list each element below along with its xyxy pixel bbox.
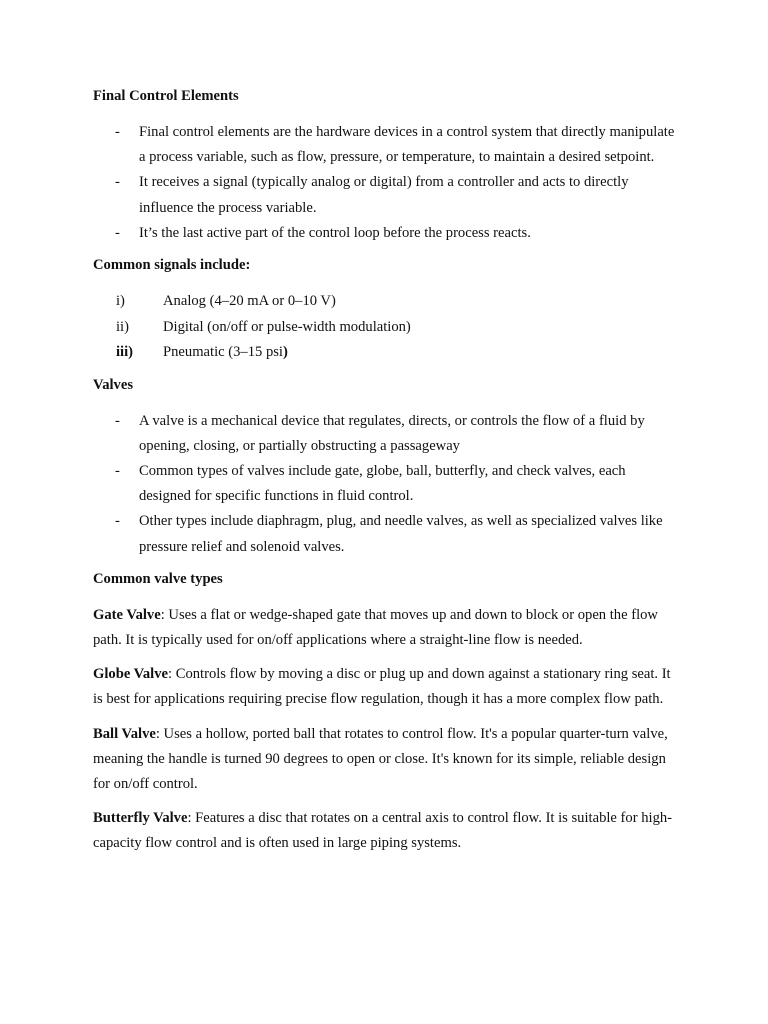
valve-type-paragraph	[93, 722, 678, 798]
list-item	[93, 315, 678, 341]
bullet-marker: -	[115, 174, 120, 191]
section-heading-common-signals: Common signals include:	[93, 257, 251, 274]
document-page	[93, 86, 678, 857]
list-item	[93, 289, 678, 315]
valve-type-paragraph	[93, 603, 678, 653]
list-item	[93, 409, 678, 459]
list-item-text: Digital (on/off or pulse-width modulation)	[163, 318, 411, 335]
list-item-text: It’s the last active part of the control loop before the process reacts.	[139, 224, 531, 241]
list-item	[93, 221, 678, 246]
list-item-text: Final control elements are the hardware devices in a control system that directly manipulate a process variable, such as flow, pressure, or temperature, to maintain a desired setpoint.	[139, 124, 675, 166]
section-heading-valves: Valves	[93, 376, 134, 393]
valve-description: : Uses a hollow, ported ball that rotates to control flow. It's a popular quarter-turn valve, meaning the handle is turned 90 degrees to open or close. It's known for its simple, reliable design for on/off control.	[93, 725, 668, 792]
common-signals-list	[93, 289, 678, 366]
valve-type-paragraph	[93, 662, 678, 712]
list-item-text: It receives a signal (typically analog or digital) from a controller and acts to directly influence the process variable.	[139, 174, 629, 216]
valve-term: Butterfly Valve	[93, 810, 188, 827]
valves-list	[93, 409, 678, 560]
section-heading-common-valve-types: Common valve types	[93, 570, 223, 587]
valve-description: : Features a disc that rotates on a central axis to control flow. It is suitable for high-capacity flow control and is often used in large piping systems.	[93, 810, 673, 852]
list-item-suffix: )	[282, 344, 288, 361]
bullet-marker: -	[115, 412, 120, 429]
list-item-text: Common types of valves include gate, globe, ball, butterfly, and check valves, each designed for specific functions in fluid control.	[139, 462, 626, 505]
list-item	[93, 509, 678, 559]
list-item	[93, 120, 678, 170]
bullet-marker: -	[115, 462, 120, 479]
list-marker: iii)	[116, 344, 134, 361]
bullet-marker: -	[115, 124, 120, 140]
final-control-elements-list	[93, 120, 678, 246]
list-item-text: Analog (4–20 mA or 0–10 V)	[163, 293, 336, 310]
valve-description: : Controls flow by moving a disc or plug up and down against a stationary ring seat. It is best for applications requiring precise flow regulation, though it has a more complex flow path.	[93, 666, 671, 708]
list-item-text: Other types include diaphragm, plug, and needle valves, as well as specialized valves like pressure relief and solenoid valves.	[139, 513, 663, 555]
valve-term: Ball Valve	[93, 725, 156, 742]
list-item	[93, 459, 678, 509]
list-marker: ii)	[116, 318, 129, 335]
bullet-marker: -	[115, 224, 120, 241]
section-heading-final-control-elements: Final Control Elements	[93, 88, 239, 104]
list-item	[93, 340, 678, 366]
list-item-text: A valve is a mechanical device that regulates, directs, or controls the flow of a fluid by opening, closing, or partially obstructing a passageway	[139, 412, 645, 454]
valve-type-paragraph	[93, 806, 678, 856]
valve-term: Globe Valve	[93, 666, 169, 683]
list-item-text: Pneumatic (3–15 psi	[163, 344, 283, 361]
list-item	[93, 170, 678, 220]
bullet-marker: -	[115, 513, 120, 530]
list-marker: i)	[116, 293, 125, 310]
valve-term: Gate Valve	[93, 606, 161, 623]
valve-description: : Uses a flat or wedge-shaped gate that moves up and down to block or open the flow path. It is typically used for on/off applications where a straight-line flow is needed.	[93, 606, 658, 648]
